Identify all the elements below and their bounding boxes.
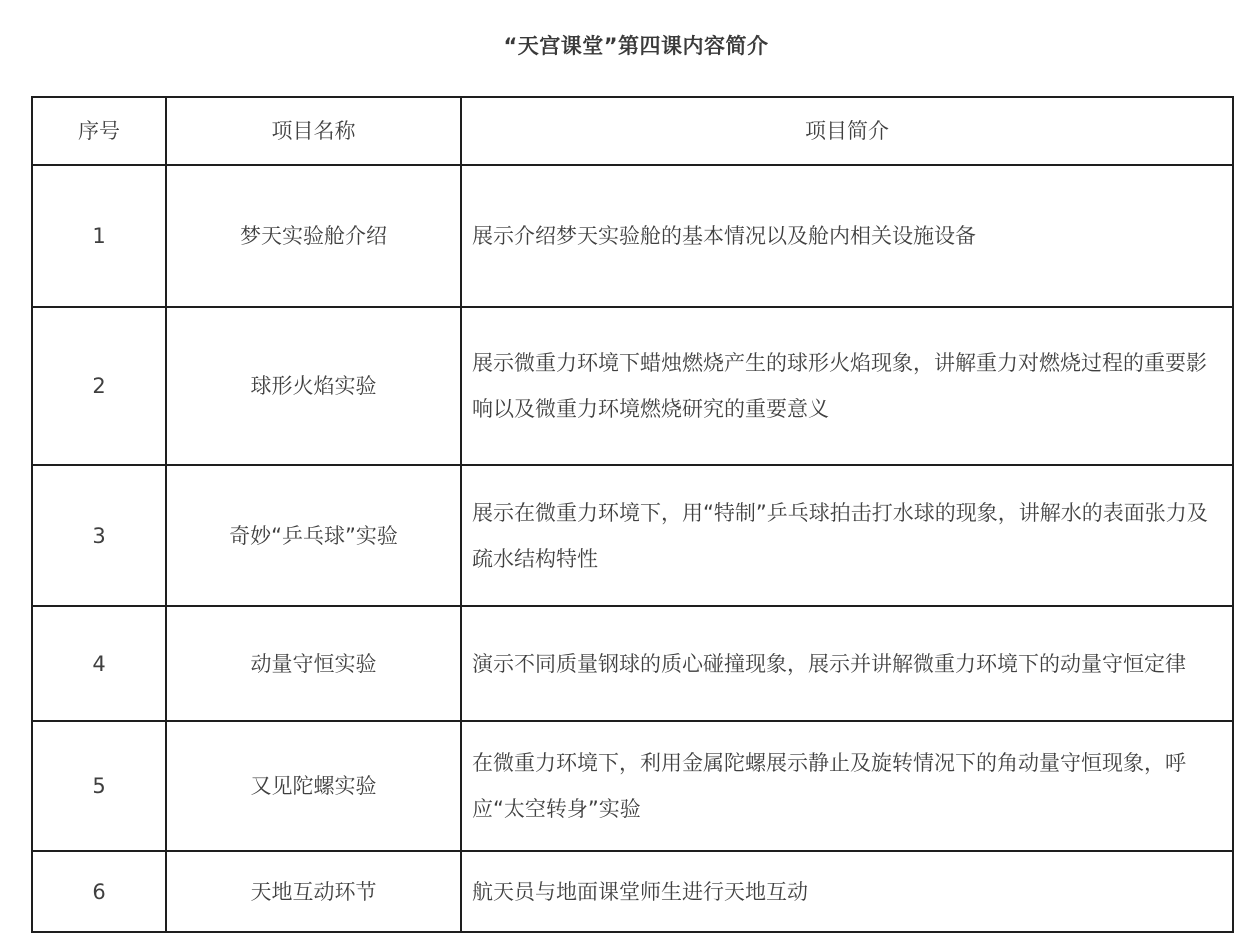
row-index: 5 xyxy=(32,721,166,851)
header-item-name: 项目名称 xyxy=(166,97,461,165)
row-item-description: 在微重力环境下，利用金属陀螺展示静止及旋转情况下的角动量守恒现象，呼应“太空转身”实验 xyxy=(461,721,1233,851)
row-index: 4 xyxy=(32,606,166,721)
table-header-row xyxy=(32,97,1233,165)
row-index: 6 xyxy=(32,851,166,932)
table-row xyxy=(32,851,1233,932)
header-index: 序号 xyxy=(32,97,166,165)
row-item-name: 梦天实验舱介绍 xyxy=(166,165,461,307)
row-item-name: 动量守恒实验 xyxy=(166,606,461,721)
row-item-description: 展示在微重力环境下，用“特制”乒乓球拍击打水球的现象，讲解水的表面张力及疏水结构特性 xyxy=(461,465,1233,606)
row-item-name: 天地互动环节 xyxy=(166,851,461,932)
row-item-description: 航天员与地面课堂师生进行天地互动 xyxy=(461,851,1233,932)
table-row xyxy=(32,165,1233,307)
header-item-description: 项目简介 xyxy=(461,97,1233,165)
table-row xyxy=(32,465,1233,606)
content-table xyxy=(31,96,1234,933)
row-item-description: 演示不同质量钢球的质心碰撞现象，展示并讲解微重力环境下的动量守恒定律 xyxy=(461,606,1233,721)
table-row xyxy=(32,721,1233,851)
row-index: 1 xyxy=(32,165,166,307)
page-title: “天宫课堂”第四课内容简介 xyxy=(503,34,769,58)
row-index: 3 xyxy=(32,465,166,606)
row-index: 2 xyxy=(32,307,166,465)
row-item-description: 展示微重力环境下蜡烛燃烧产生的球形火焰现象，讲解重力对燃烧过程的重要影响以及微重力环境燃烧研究的重要意义 xyxy=(461,307,1233,465)
row-item-name: 又见陀螺实验 xyxy=(166,721,461,851)
row-item-name: 奇妙“乒乓球”实验 xyxy=(166,465,461,606)
row-item-name: 球形火焰实验 xyxy=(166,307,461,465)
table-row xyxy=(32,606,1233,721)
row-item-description: 展示介绍梦天实验舱的基本情况以及舱内相关设施设备 xyxy=(461,165,1233,307)
table-row xyxy=(32,307,1233,465)
